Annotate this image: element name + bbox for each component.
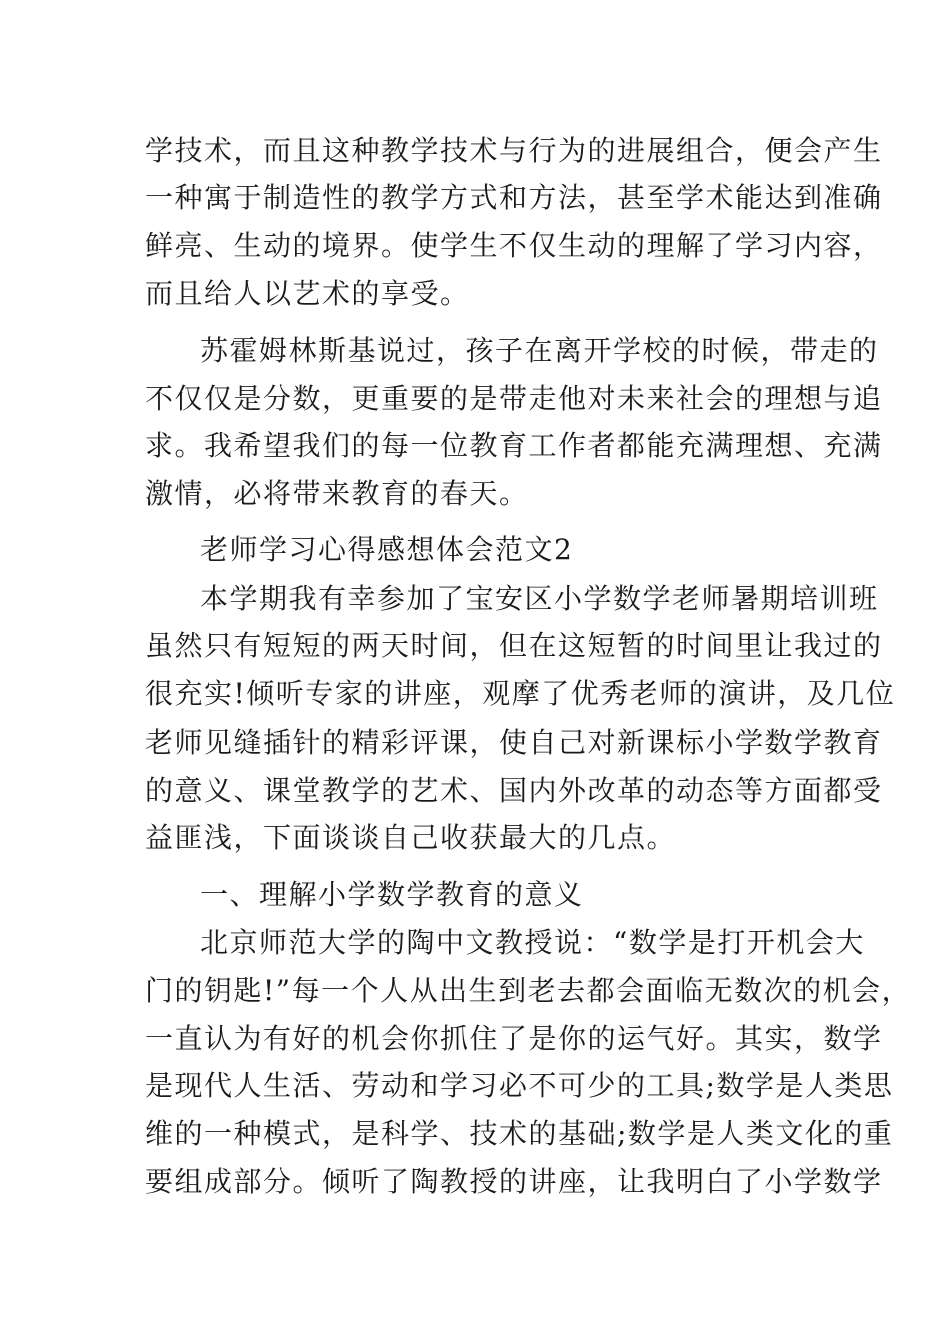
text-line: 而且给人以艺术的享受。	[145, 277, 470, 310]
text-line: 是现代人生活、劳动和学习必不可少的工具;数学是人类思	[145, 1069, 894, 1102]
text-line: 一种寓于制造性的教学方式和方法，甚至学术能达到准确	[145, 181, 883, 214]
section-heading: 老师学习心得感想体会范文2	[200, 533, 574, 566]
text-line: 鲜亮、生动的境界。使学生不仅生动的理解了学习内容，	[145, 229, 883, 262]
text-line: 虽然只有短短的两天时间，但在这短暂的时间里让我过的	[145, 629, 883, 662]
text-line: 维的一种模式，是科学、技术的基础;数学是人类文化的重	[145, 1117, 894, 1150]
text-line: 本学期我有幸参加了宝安区小学数学老师暑期培训班	[200, 582, 879, 615]
text-line: 的意义、课堂教学的艺术、国内外改革的动态等方面都受	[145, 774, 883, 807]
text-line: 门的钥匙!”每一个人从出生到老去都会面临无数次的机会，	[145, 974, 912, 1007]
text-line: 益匪浅，下面谈谈自己收获最大的几点。	[145, 821, 677, 854]
text-line: 苏霍姆林斯基说过，孩子在离开学校的时候，带走的	[200, 334, 879, 367]
text-line: 激情，必将带来教育的春天。	[145, 477, 529, 510]
section-heading: 一、理解小学数学教育的意义	[200, 878, 584, 911]
text-line: 一直认为有好的机会你抓住了是你的运气好。其实，数学	[145, 1022, 883, 1055]
text-line: 很充实!倾听专家的讲座，观摩了优秀老师的演讲，及几位	[145, 677, 896, 710]
text-line: 求。我希望我们的每一位教育工作者都能充满理想、充满	[145, 429, 883, 462]
text-line: 不仅仅是分数，更重要的是带走他对未来社会的理想与追	[145, 382, 883, 415]
text-line: 要组成部分。倾听了陶教授的讲座，让我明白了小学数学	[145, 1165, 883, 1198]
text-line: 北京师范大学的陶中文教授说：“数学是打开机会大	[200, 926, 865, 959]
text-line: 学技术，而且这种教学技术与行为的进展组合，便会产生	[145, 134, 883, 167]
text-line: 老师见缝插针的精彩评课，使自己对新课标小学数学教育	[145, 726, 883, 759]
